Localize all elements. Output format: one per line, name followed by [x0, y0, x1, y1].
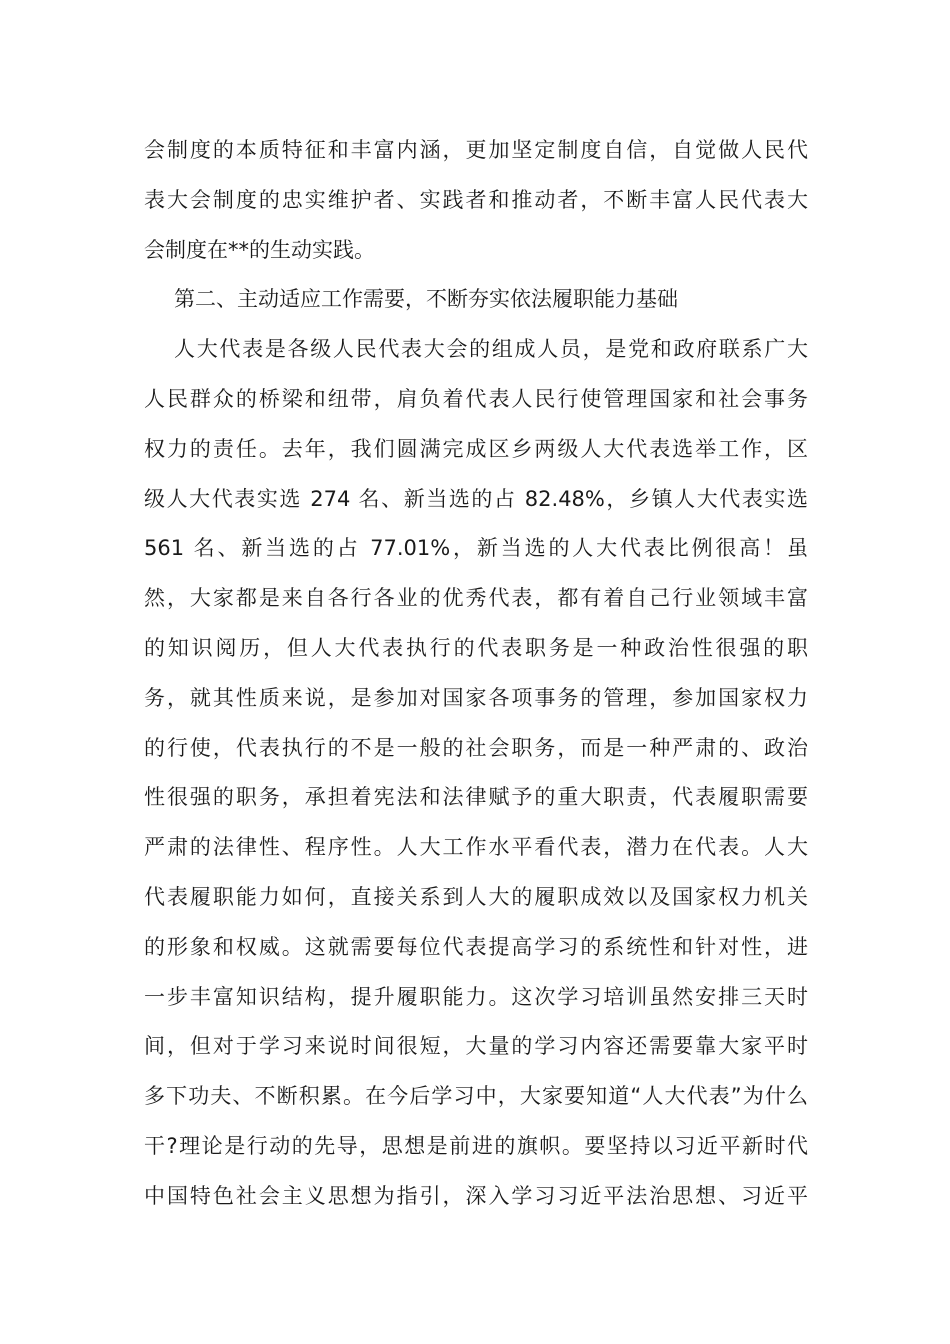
text-line: 级人大代表实选 274 名、新当选的占 82.48%，乡镇人大代表实选: [144, 486, 808, 511]
section-heading: 第二、主动适应工作需要，不断夯实依法履职能力基础: [174, 287, 678, 312]
text-line: 间，但对于学习来说时间很短，大量的学习内容还需要靠大家平时: [144, 1034, 808, 1059]
text-line: 会制度在**的生动实践。: [144, 237, 375, 262]
text-line: 权力的责任。去年，我们圆满完成区乡两级人大代表选举工作，区: [144, 436, 808, 461]
text-line: 的形象和权威。这就需要每位代表提高学习的系统性和针对性，进: [144, 934, 808, 959]
text-line: 务，就其性质来说，是参加对国家各项事务的管理，参加国家权力: [144, 685, 808, 710]
text-line: 人大代表是各级人民代表大会的组成人员，是党和政府联系广大: [174, 337, 808, 362]
text-line: 人民群众的桥梁和纽带，肩负着代表人民行使管理国家和社会事务: [144, 386, 808, 411]
text-line: 干?理论是行动的先导，思想是前进的旗帜。要坚持以习近平新时代: [144, 1133, 808, 1158]
text-line: 多下功夫、不断积累。在今后学习中，大家要知道“人大代表”为什么: [144, 1084, 808, 1109]
text-line: 代表履职能力如何，直接关系到人大的履职成效以及国家权力机关: [144, 884, 808, 909]
text-line: 然，大家都是来自各行各业的优秀代表，都有着自己行业领域丰富: [144, 586, 808, 611]
text-line: 一步丰富知识结构，提升履职能力。这次学习培训虽然安排三天时: [144, 984, 808, 1009]
text-line: 严肃的法律性、程序性。人大工作水平看代表，潜力在代表。人大: [144, 835, 808, 860]
text-line: 性很强的职务，承担着宪法和法律赋予的重大职责，代表履职需要: [144, 785, 808, 810]
body-text: [144, 126, 808, 1222]
text-line: 中国特色社会主义思想为指引，深入学习习近平法治思想、习近平: [144, 1183, 808, 1208]
text-line: 表大会制度的忠实维护者、实践者和推动者，不断丰富人民代表大: [144, 187, 808, 212]
text-line: 的知识阅历，但人大代表执行的代表职务是一种政治性很强的职: [144, 635, 808, 660]
text-line: 会制度的本质特征和丰富内涵，更加坚定制度自信，自觉做人民代: [144, 138, 808, 162]
text-line: 的行使，代表执行的不是一般的社会职务，而是一种严肃的、政治: [144, 735, 808, 760]
text-line: 561 名、新当选的占 77.01%，新当选的人大代表比例很高！虽: [144, 536, 808, 561]
